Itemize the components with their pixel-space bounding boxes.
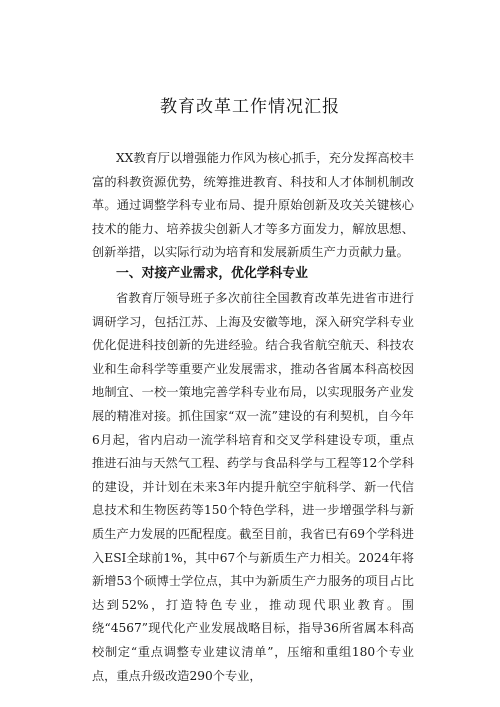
intro-paragraph: XX教育厅以增强能力作风为核心抓手，充分发挥高校丰富的科教资源优势，统筹推进教育、科技和人才体制机制改革。通过调整学科专业布局、提升原始创新及攻关关键核心技术的能力、培养拔尖创新人才等多方面发力，解放思想、创新举措，以实际行动为培育和发展新质生产力贡献力量。 bbox=[92, 151, 414, 260]
section-1-heading: 一、对接产业需求，优化学科专业 bbox=[116, 266, 308, 281]
document-title: 教育改革工作情况汇报 bbox=[160, 97, 340, 117]
section-1-paragraph: 省教育厅领导班子多次前往全国教育改革先进省市进行调研学习，包括江苏、上海及安徽等地，深入研究学科专业优化促进科技创新的先进经验。结合我省航空航天、科技农业和生命科学等重要产业发展需求，推动各省属本科高校因地制宜、一校一策地完善学科专业布局，以实现服务产业发展的精准对接。抓住国家“双一流”建设的有利契机，自今年6月起，省内启动一流学科培育和交叉学科建设专项，重点推进石油与天然气工程、药学与食品科学与工程等12个学科的建设，并计划在未来3年内提升航空宇航科学、新一代信息技术和生物医药等150个特色学科，进一步增强学科与新质生产力发展的匹配程度。截至目前，我省已有69个学科进入ESI全球前1%，其中67个与新质生产力相关。2024年将新增53个硕博士学位点，其中为新质生产力服务的项目占比达到52%，打造特色专业，推动现代职业教育。围绕“4567”现代化产业发展战略目标，指导36所省属本科高校制定“重点调整专业建议清单”，压缩和重组180个专业点，重点升级改造290个专业， bbox=[92, 291, 414, 683]
